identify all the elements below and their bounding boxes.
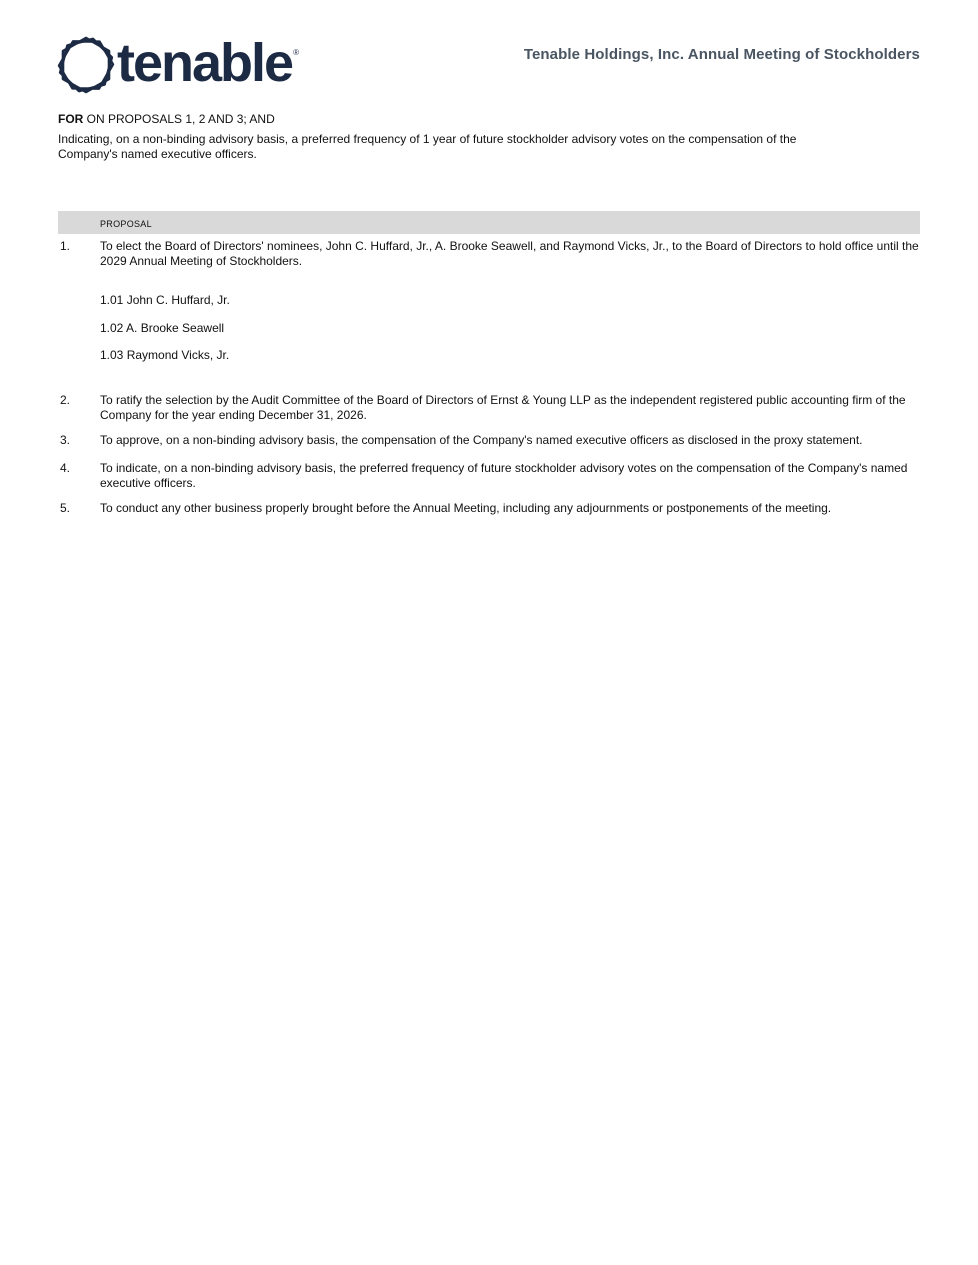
proposal-text: To indicate, on a non-binding advisory basis, the preferred frequency of future stockholder advisory votes on the compensation of the Company's named executive officers. xyxy=(100,461,908,490)
nominee-item: 1.02 A. Brooke Seawell xyxy=(100,321,225,335)
proposal-text: To approve, on a non-binding advisory basis, the compensation of the Company's named executive officers as disclosed in the proxy statement. xyxy=(100,433,863,447)
proposal-text: To elect the Board of Directors' nominees, John C. Huffard, Jr., A. Brooke Seawell, and Raymond Vicks, Jr., to the Board of Directors to hold office until the 2029 Annual Meeting of Stockholders. xyxy=(100,239,919,268)
nominee-item: 1.01 John C. Huffard, Jr. xyxy=(100,293,230,307)
proposal-number: 3. xyxy=(60,433,71,447)
logo-wordmark: tenable xyxy=(117,33,293,93)
proposal-text: To ratify the selection by the Audit Committee of the Board of Directors of Ernst & Young LLP as the independent registered public accounting firm of the Company for the year ending December 31, 2026. xyxy=(100,393,906,422)
nominee-item: 1.03 Raymond Vicks, Jr. xyxy=(100,348,230,362)
tenable-hexagon-icon xyxy=(55,34,117,96)
recommendation-bold: FOR xyxy=(58,112,84,126)
board-recommendation xyxy=(58,112,275,126)
logo-registered-mark: ® xyxy=(293,48,299,57)
proposal-table-header xyxy=(58,211,920,234)
page-title: Tenable Holdings, Inc. Annual Meeting of Stockholders xyxy=(523,46,920,63)
proposal-number: 5. xyxy=(60,501,71,515)
proposal-number: 2. xyxy=(60,393,71,407)
proposal-text: To conduct any other business properly brought before the Annual Meeting, including any adjournments or postponements of the meeting. xyxy=(100,501,832,515)
proposal-number: 4. xyxy=(60,461,71,475)
recommendation-description: Indicating, on a non-binding advisory basis, a preferred frequency of 1 year of future stockholder advisory votes on the compensation of the Company's named executive officers. xyxy=(58,132,797,161)
company-logo xyxy=(55,34,315,96)
recommendation-rest: ON PROPOSALS 1, 2 AND 3; AND xyxy=(83,112,275,126)
proposal-number: 1. xyxy=(60,239,71,253)
proposal-column-label: PROPOSAL xyxy=(100,219,152,229)
